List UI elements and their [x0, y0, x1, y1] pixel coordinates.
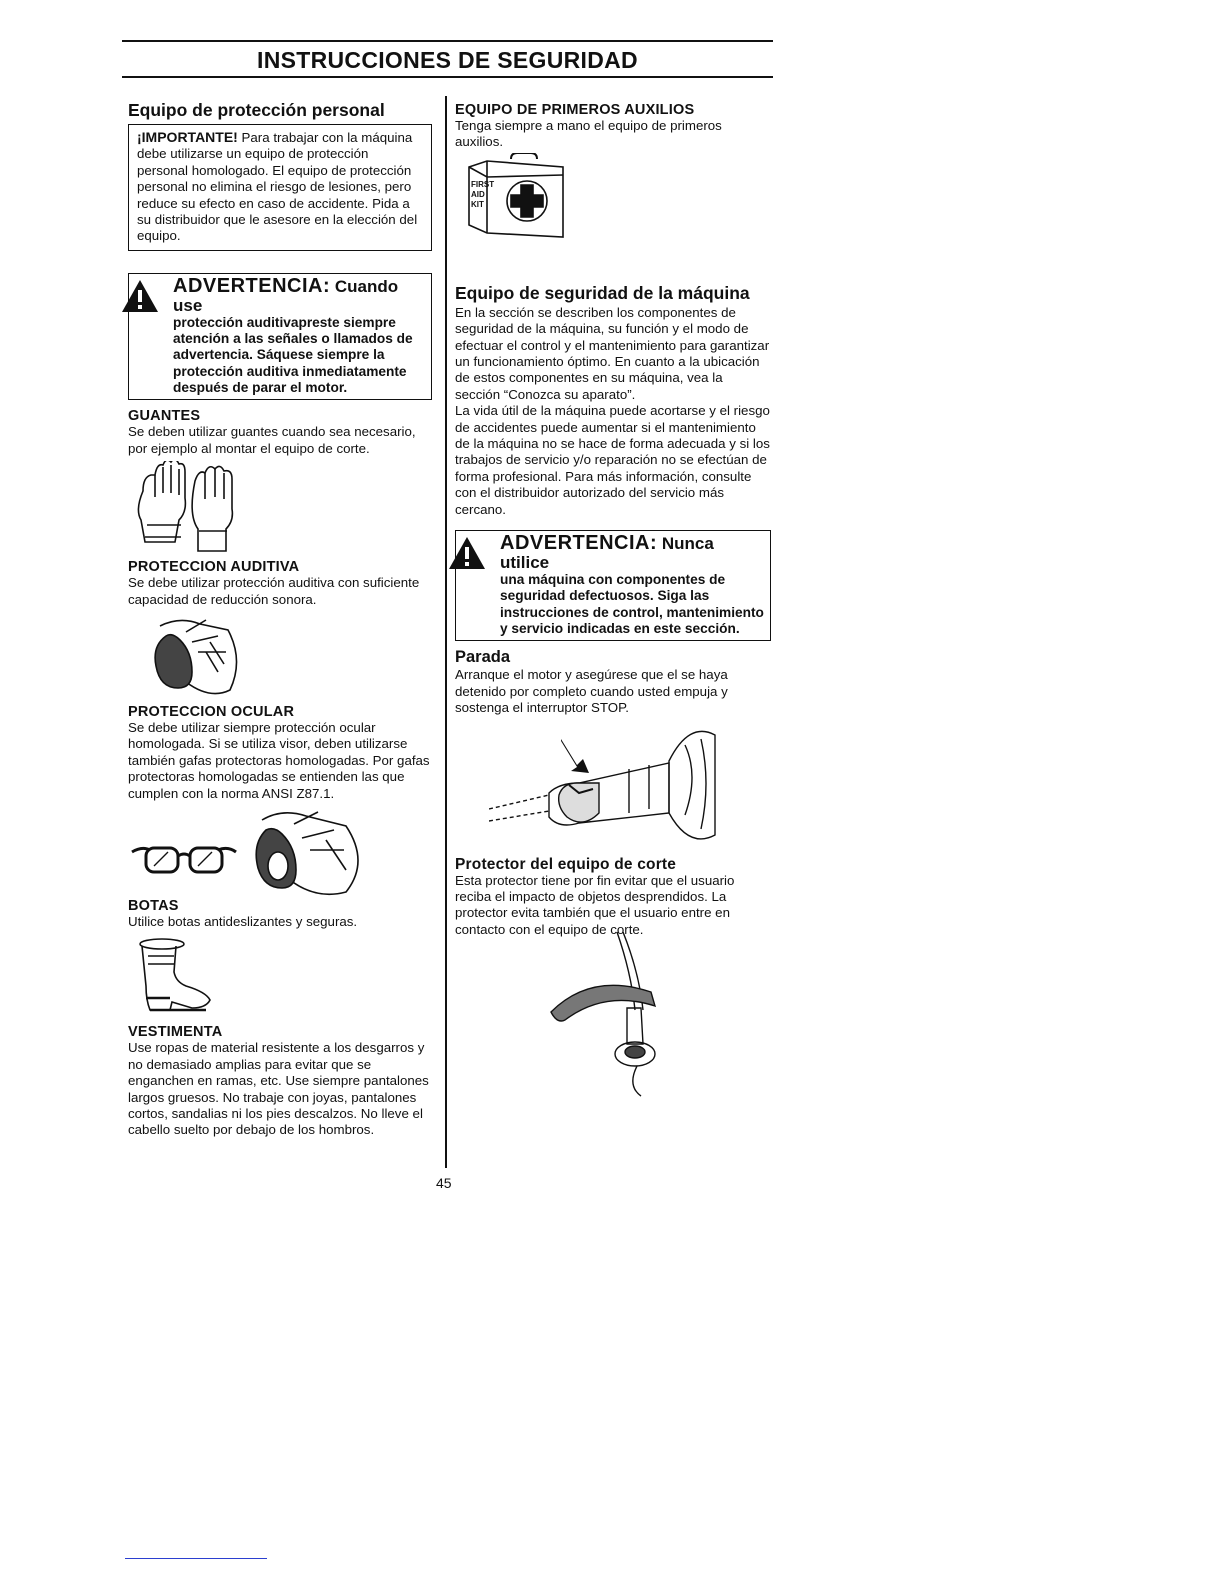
safety-glasses-icon	[128, 842, 240, 876]
clothing-heading: VESTIMENTA	[128, 1024, 223, 1041]
warning-box-machine	[455, 530, 771, 641]
first-aid-kit-icon	[465, 153, 585, 245]
page-header	[122, 40, 773, 78]
kit-label-kit: KIT	[471, 199, 484, 209]
machine-safety-text-1: En la sección se describen los componentes de seguridad de la máquina, su función y el modo de efectuar el control y el mantenimiento para garantizar un funcionamiento óptimo. En cuanto a la ubicación de estos componentes en su máquina, vea la sección “Conozca su aparato”.	[455, 304, 770, 402]
warning-text: protección auditivapreste siempre atención a las señales o llamados de advertencia. Sáquese siempre la protección auditiva inmediatamente después de parar el motor.	[173, 314, 413, 396]
boots-icon	[134, 936, 220, 1022]
warning-triangle-icon	[121, 279, 159, 313]
warning-box-hearing	[128, 273, 432, 400]
stop-text: Arranque el motor y asegúrese que el se haya detenido por completo cuando usted empuja y sostenga el interruptor STOP.	[455, 667, 728, 716]
warning-text: una máquina con componentes de seguridad defectuosos. Siga las instrucciones de control, mantenimiento y servicio indicadas en este sección.	[500, 572, 764, 636]
ear-protection-visor-icon	[136, 612, 246, 702]
page-title: INSTRUCCIONES DE SEGURIDAD	[257, 47, 638, 73]
warning-word: ADVERTENCIA:	[500, 532, 658, 555]
eye-protection-illustrations	[128, 804, 432, 898]
left-column	[128, 96, 432, 1139]
warning-word: ADVERTENCIA:	[173, 274, 331, 297]
section-title-personal-protection: Equipo de protección personal	[128, 100, 385, 120]
guard-title: Protector del equipo de corte	[455, 855, 677, 873]
boots-text: Utilice botas antideslizantes y seguras.	[128, 913, 358, 929]
kit-label-aid: AID	[471, 189, 485, 199]
clothing-text: Use ropas de material resistente a los desgarros y no demasiado amplias para evitar que se enganchen en ramas, etc. Use siempre pantalones largos gruesos. No trabaje con joyas, pantalones cortos, sandalias ni los pies descalzos. No lleve el cabello suelto por debajo de los hombros.	[128, 1040, 429, 1138]
hearing-heading: PROTECCION AUDITIVA	[128, 559, 300, 576]
stop-title: Parada	[455, 648, 511, 667]
right-column	[455, 96, 771, 1102]
warning-lead: Nunca utilice	[500, 534, 714, 573]
eye-text: Se debe utilizar siempre protección ocular homologada. Si se utiliza visor, deben utilizarse también gafas protectoras homologadas. Por gafas protectoras homologadas se entienden las que cumplen con la norma ANSI Z87.1.	[128, 719, 430, 801]
stop-switch-icon	[489, 721, 739, 851]
boots-heading: BOTAS	[128, 897, 179, 914]
gloves-icon	[133, 461, 243, 553]
first-aid-heading: EQUIPO DE PRIMEROS AUXILIOS	[455, 102, 695, 118]
gloves-text: Se deben utilizar guantes cuando sea necesario, por ejemplo al montar el equipo de corte.	[128, 424, 416, 456]
important-lead: ¡IMPORTANTE!	[137, 129, 238, 145]
kit-label-first: FIRST	[471, 179, 495, 189]
important-text: Para trabajar con la máquina debe utilizarse un equipo de protección personal homologado. El equipo de protección personal no elimina el riesgo de lesiones, pero reduce su efecto en caso de accidente. Pida a su distribuidor que le asesore en la elección del equipo.	[137, 130, 418, 244]
first-aid-text: Tenga siempre a mano el equipo de primeros auxilios.	[455, 118, 722, 150]
column-divider	[445, 96, 447, 1168]
cutting-guard-icon	[547, 932, 687, 1102]
machine-safety-text-2: La vida útil de la máquina puede acortarse y el riesgo de accidentes puede aumentar si el mantenimiento de la máquina no se hace de forma adecuada y si los trabajos de servicio y/o reparación no se efectúan de forma profesional. Para más información, consulte con el distribuidor autorizado del servicio más cercano.	[455, 403, 770, 517]
important-notice	[128, 124, 432, 251]
warning-lead: Cuando use	[173, 276, 399, 315]
eye-heading: PROTECCION OCULAR	[128, 703, 295, 720]
helmet-visor-icon	[244, 804, 372, 898]
warning-triangle-icon	[448, 536, 486, 570]
hearing-text: Se debe utilizar protección auditiva con suficiente capacidad de reducción sonora.	[128, 575, 420, 607]
footer-rule	[125, 1558, 267, 1559]
machine-safety-title: Equipo de seguridad de la máquina	[455, 282, 750, 303]
gloves-heading: GUANTES	[128, 408, 201, 425]
guard-text: Esta protector tiene por fin evitar que el usuario reciba el impacto de objetos desprendidos. La protector evita también que el usuario entre en contacto con el equipo de corte.	[455, 872, 735, 937]
page-number: 45	[436, 1175, 452, 1191]
